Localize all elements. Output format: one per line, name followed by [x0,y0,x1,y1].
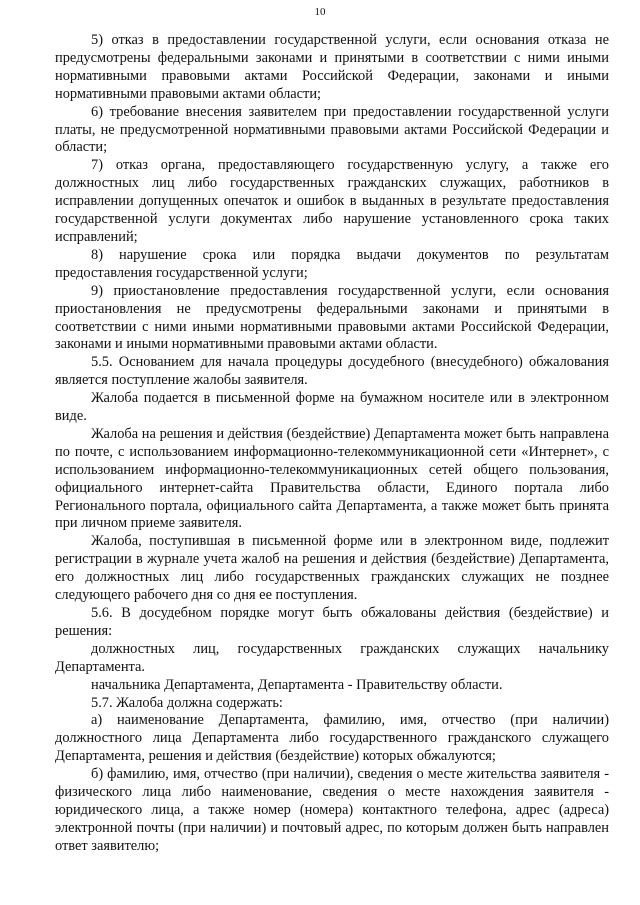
paragraph-head-of-department: начальника Департамента, Департамента - Правительству области. [91,676,503,693]
paragraph-item-b: б) фамилию, имя, отчество (при наличии), сведения о месте жительства заявителя - физического лица либо наименование, сведения о месте нахождения заявителя - юридического лица, а также номер (номера) контактного телефона, адрес (адреса) электронной почты (при наличии) и почтовый адрес, по которым должен быть направлен ответ заявителю; [55,766,609,854]
paragraph-item-a: а) наименование Департамента, фамилию, имя, отчество (при наличии) должностного лица Департамента либо государственного гражданского служащего Департамента, решения и действия (бездействие) которых обжалуются; [55,712,609,765]
paragraph-item-7: 7) отказ органа, предоставляющего государственную услугу, а также его должностных лиц либо государственных гражданских служащих, работников в исправлении допущенных опечаток и ошибок в выданных в результате предоставления государственной услуги документах либо нарушение установленного срока таких исправлений; [55,157,609,245]
paragraph-complaint-form: Жалоба подается в письменной форме на бумажном носителе или в электронном виде. [55,390,609,425]
paragraph-complaint-registration: Жалоба, поступившая в письменной форме или в электронном виде, подлежит регистрации в журнале учета жалоб на решения и действия (бездействие) Департамента, его должностных лиц либо государственных гражданских служащих не позднее следующего рабочего дня со дня ее поступления. [55,533,609,604]
paragraph-section-5-5: 5.5. Основанием для начала процедуры досудебного (внесудебного) обжалования является поступление жалобы заявителя. [55,354,609,389]
paragraph-item-8: 8) нарушение срока или порядка выдачи документов по результатам предоставления государственной услуги; [55,246,609,281]
page-number: 10 [314,6,326,18]
document-body [55,32,609,856]
paragraph-section-5-7: 5.7. Жалоба должна содержать: [91,694,283,711]
paragraph-section-5-6: 5.6. В досудебном порядке могут быть обжалованы действия (бездействие) и решения: [55,605,609,639]
paragraph-complaint-channels: Жалоба на решения и действия (бездействие) Департамента может быть направлена по почте, с использованием информационно-телекоммуникационной сети «Интернет», с использованием информационно-телекоммуникационных сетей общего пользования, официального интернет-сайта Правительства области, Единого портала либо Регионального портала, официального сайта Департамента, а также может быть принята при личном приеме заявителя. [55,425,609,532]
paragraph-item-9: 9) приостановление предоставления государственной услуги, если основания приостановления не предусмотрены федеральными законами и принятыми в соответствии с ними иными нормативными правовыми актами Российской Федерации, законами и иными нормативными правовыми актами области. [55,282,609,353]
paragraph-item-6: 6) требование внесения заявителем при предоставлении государственной услуги платы, не предусмотренной нормативными правовыми актами Российской Федерации и области; [55,103,609,156]
paragraph-item-5: 5) отказ в предоставлении государственной услуги, если основания отказа не предусмотрены федеральными законами и принятыми в соответствии с ними иными нормативными правовыми актами Российской Федерации, законами и иными нормативными правовыми актами области; [55,32,609,102]
paragraph-officials: должностных лиц, государственных гражданских служащих начальнику Департамента. [55,640,609,675]
